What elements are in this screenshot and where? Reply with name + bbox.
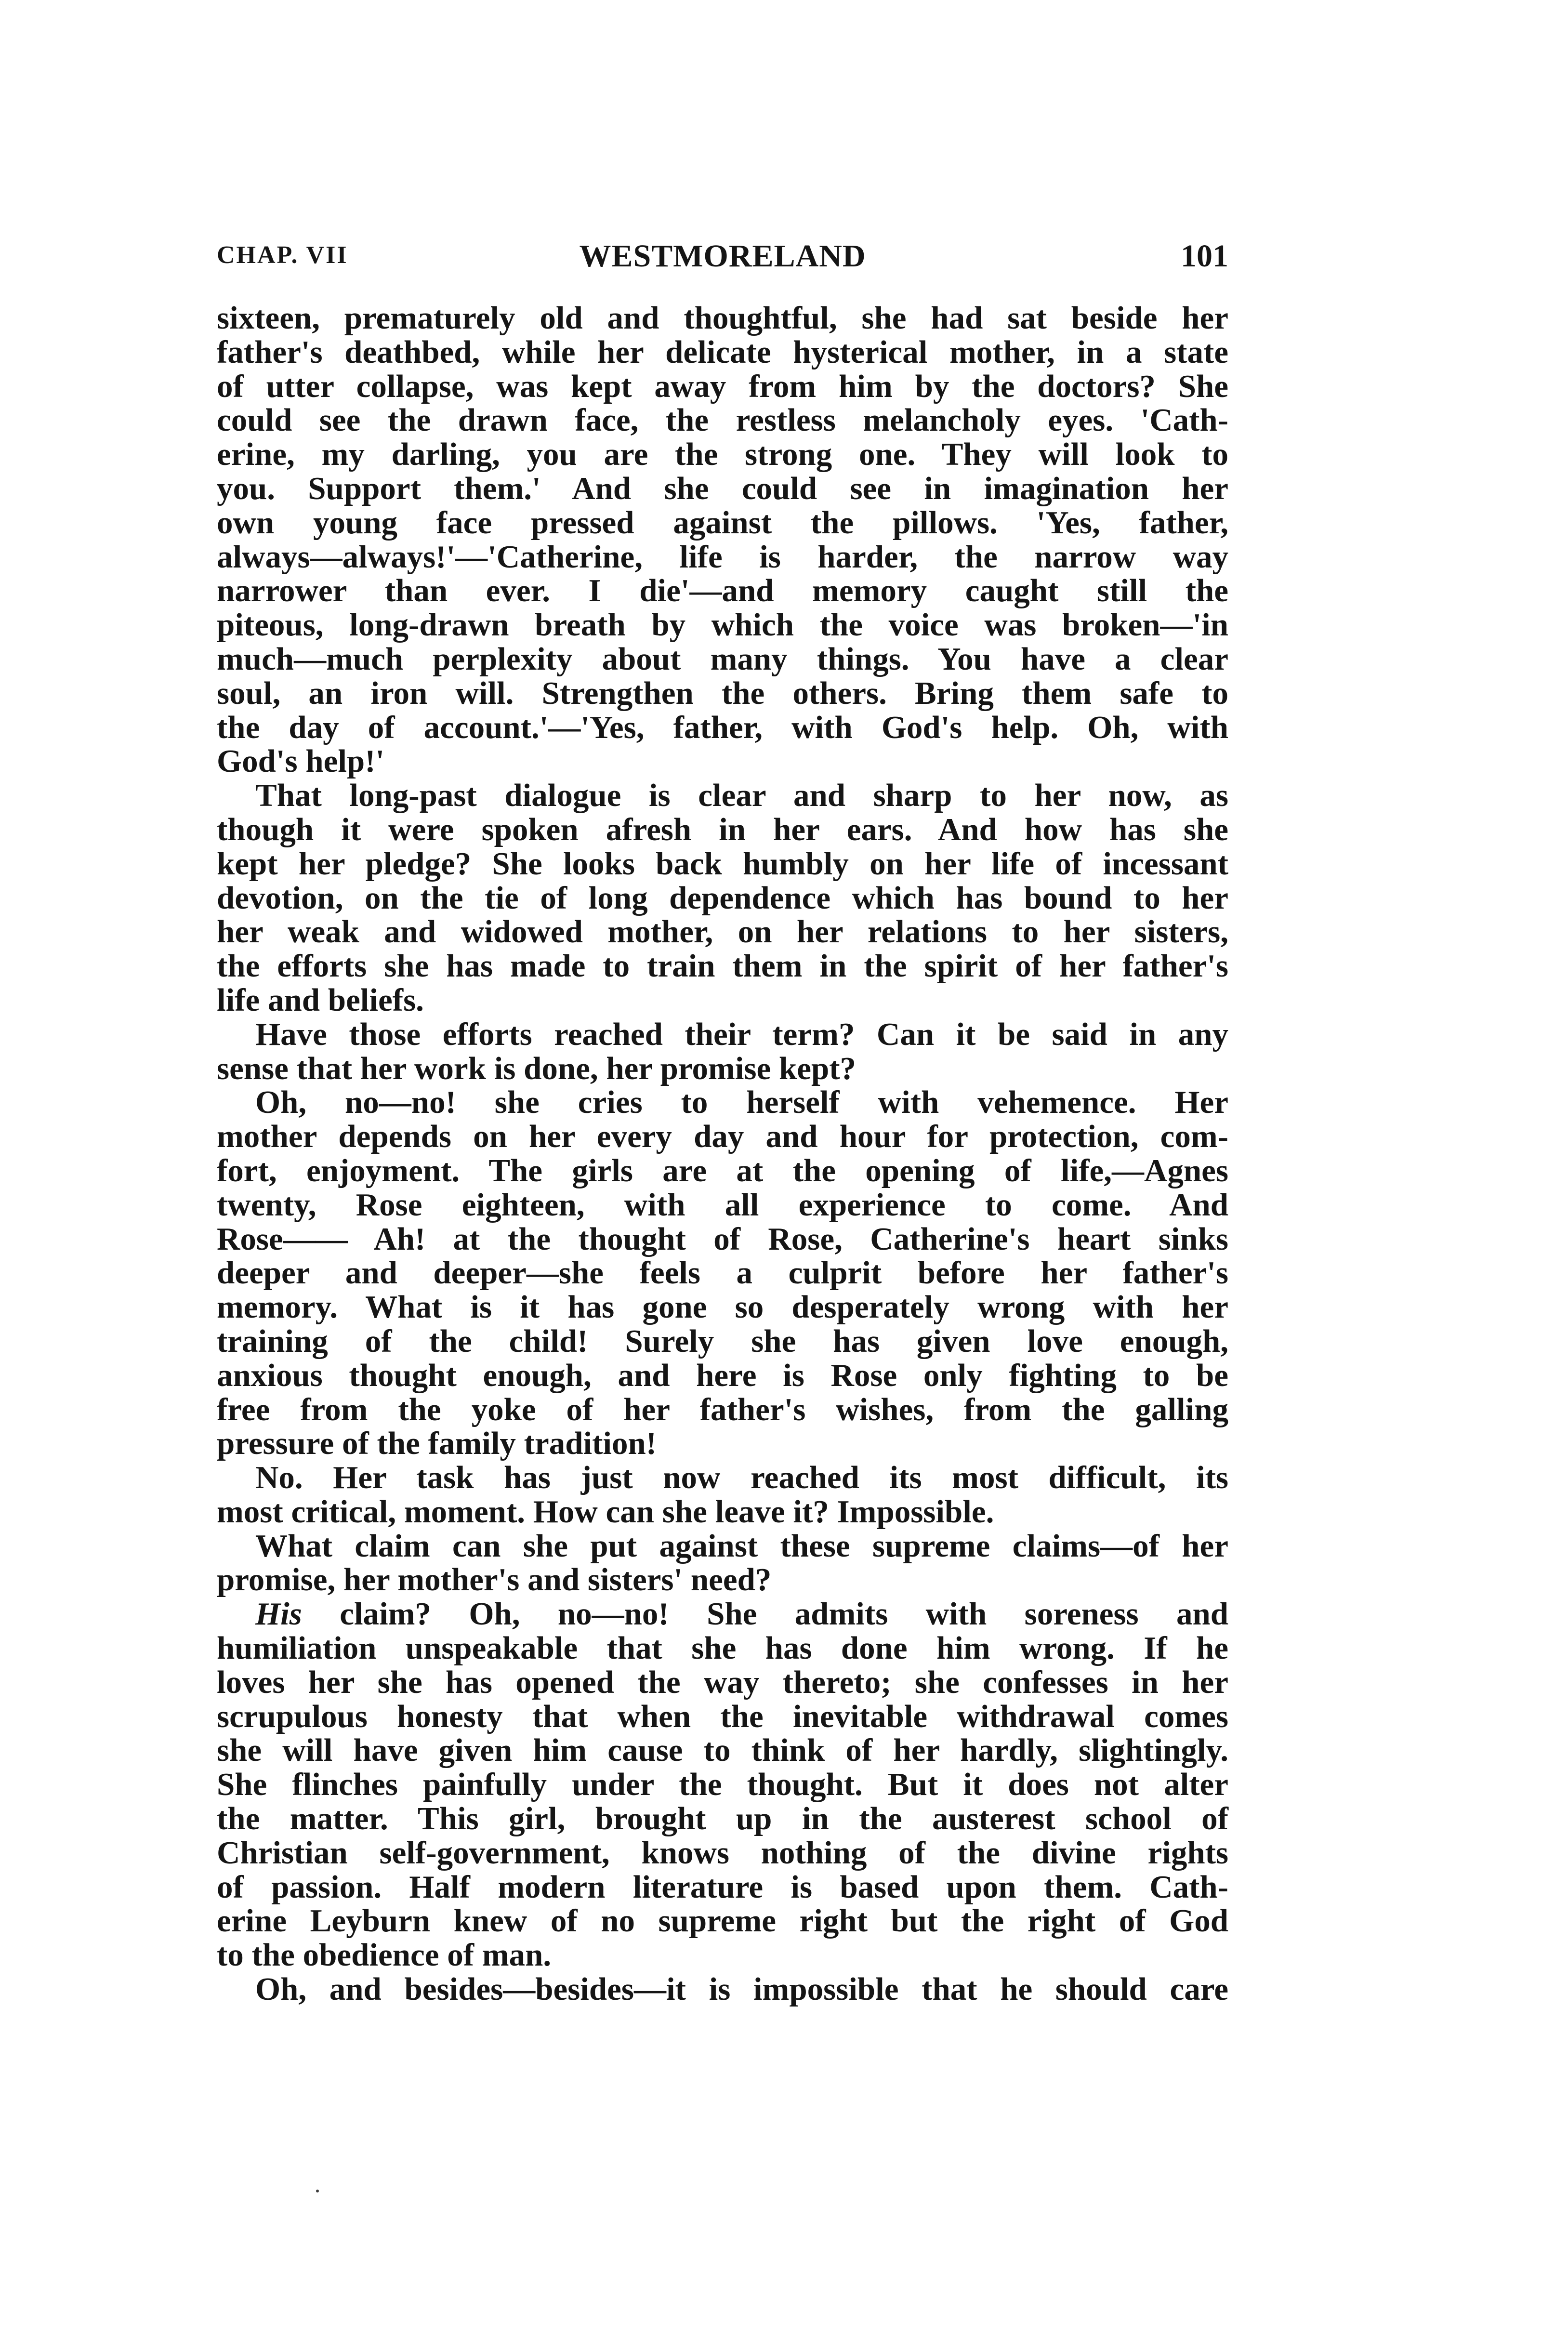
- text-line: humiliation unspeakable that she has done him wrong. If he: [217, 1630, 1228, 1666]
- text-line: She flinches painfully under the thought. But it does not alter: [217, 1767, 1228, 1803]
- text-line: of utter collapse, was kept away from him by the doctors? She: [217, 368, 1228, 404]
- text-line: the day of account.'—'Yes, father, with God's help. Oh, with: [217, 709, 1228, 745]
- chapter-label: CHAP. VII: [217, 241, 348, 269]
- paragraph-start-line: [217, 1597, 1228, 1631]
- text-line: own young face pressed against the pillows. 'Yes, father,: [217, 504, 1228, 541]
- text-line: father's deathbed, while her delicate hysterical mother, in a state: [217, 334, 1228, 370]
- text-line: Rose—— Ah! at the thought of Rose, Catherine's heart sinks: [217, 1221, 1228, 1257]
- paragraph-start-line: That long-past dialogue is clear and sharp to her now, as: [255, 778, 1228, 814]
- text-line: deeper and deeper—she feels a culprit before her father's: [217, 1255, 1228, 1291]
- text-line: erine, my darling, you are the strong one. They will look to: [217, 436, 1228, 473]
- text-line: could see the drawn face, the restless melancholy eyes. 'Cath-: [217, 402, 1228, 438]
- text-line: most critical, moment. How can she leave it? Impossible.: [217, 1493, 994, 1530]
- page-number: 101: [1181, 238, 1228, 274]
- text-line: memory. What is it has gone so desperately wrong with her: [217, 1289, 1228, 1325]
- text-line: God's help!': [217, 743, 385, 779]
- text-line: she will have given him cause to think of her hardly, slightingly.: [217, 1732, 1228, 1769]
- text-line: training of the child! Surely she has given love enough,: [217, 1323, 1228, 1359]
- text-line: always—always!'—'Catherine, life is harder, the narrow way: [217, 539, 1228, 575]
- running-head: [217, 238, 1228, 284]
- text-line: fort, enjoyment. The girls are at the opening of life,—Agnes: [217, 1152, 1228, 1188]
- text-line: life and beliefs.: [217, 982, 424, 1018]
- text-line: erine Leyburn knew of no supreme right but the right of God: [217, 1903, 1228, 1939]
- text-line: the matter. This girl, brought up in the austerest school of: [217, 1801, 1228, 1837]
- text-line: kept her pledge? She looks back humbly on her life of incessant: [217, 845, 1228, 882]
- text-line: pressure of the family tradition!: [217, 1426, 657, 1462]
- text-line: Christian self-government, knows nothing of the divine rights: [217, 1835, 1228, 1871]
- text-line: narrower than ever. I die'—and memory caught still the: [217, 573, 1228, 609]
- text-line: sense that her work is done, her promise kept?: [217, 1050, 856, 1086]
- text-line: piteous, long-drawn breath by which the voice was broken—'in: [217, 607, 1228, 643]
- paragraph-start-line: Oh, and besides—besides—it is impossible that he should care: [255, 1971, 1228, 2007]
- text-line: loves her she has opened the way thereto; she confesses in her: [217, 1664, 1228, 1700]
- text-line: the efforts she has made to train them in the spirit of her father's: [217, 948, 1228, 984]
- paragraph-start-line: No. Her task has just now reached its most difficult, its: [255, 1460, 1228, 1496]
- paragraph-start-line: Oh, no—no! she cries to herself with vehemence. Her: [255, 1084, 1228, 1121]
- line-remainder: claim? Oh, no—no! She admits with soreness and: [340, 1596, 1229, 1632]
- text-line: mother depends on her every day and hour for protection, com-: [217, 1119, 1228, 1155]
- text-line: anxious thought enough, and here is Rose only fighting to be: [217, 1357, 1228, 1393]
- text-line: you. Support them.' And she could see in imagination her: [217, 470, 1228, 506]
- text-line: much—much perplexity about many things. You have a clear: [217, 641, 1228, 677]
- text-line: her weak and widowed mother, on her relations to her sisters,: [217, 914, 1228, 950]
- text-line: devotion, on the tie of long dependence which has bound to her: [217, 880, 1228, 916]
- text-line: sixteen, prematurely old and thoughtful, she had sat beside her: [217, 300, 1228, 336]
- running-title: WESTMORELAND: [579, 238, 866, 274]
- italic-emphasis: His: [255, 1596, 302, 1632]
- text-line: to the obedience of man.: [217, 1937, 552, 1973]
- body-text: [217, 301, 1228, 2007]
- text-line: of passion. Half modern literature is based upon them. Cath-: [217, 1869, 1228, 1905]
- text-line: though it were spoken afresh in her ears. And how has she: [217, 811, 1228, 847]
- text-line: free from the yoke of her father's wishes, from the galling: [217, 1391, 1228, 1427]
- text-line: soul, an iron will. Strengthen the others. Bring them safe to: [217, 675, 1228, 711]
- text-line: twenty, Rose eighteen, with all experience to come. And: [217, 1187, 1228, 1223]
- text-line: promise, her mother's and sisters' need?: [217, 1562, 772, 1598]
- paragraph-start-line: What claim can she put against these supreme claims—of her: [255, 1528, 1228, 1564]
- text-line: scrupulous honesty that when the inevitable withdrawal comes: [217, 1698, 1228, 1734]
- ink-speck: [316, 2190, 319, 2192]
- paragraph-start-line: Have those efforts reached their term? Can it be said in any: [255, 1016, 1228, 1052]
